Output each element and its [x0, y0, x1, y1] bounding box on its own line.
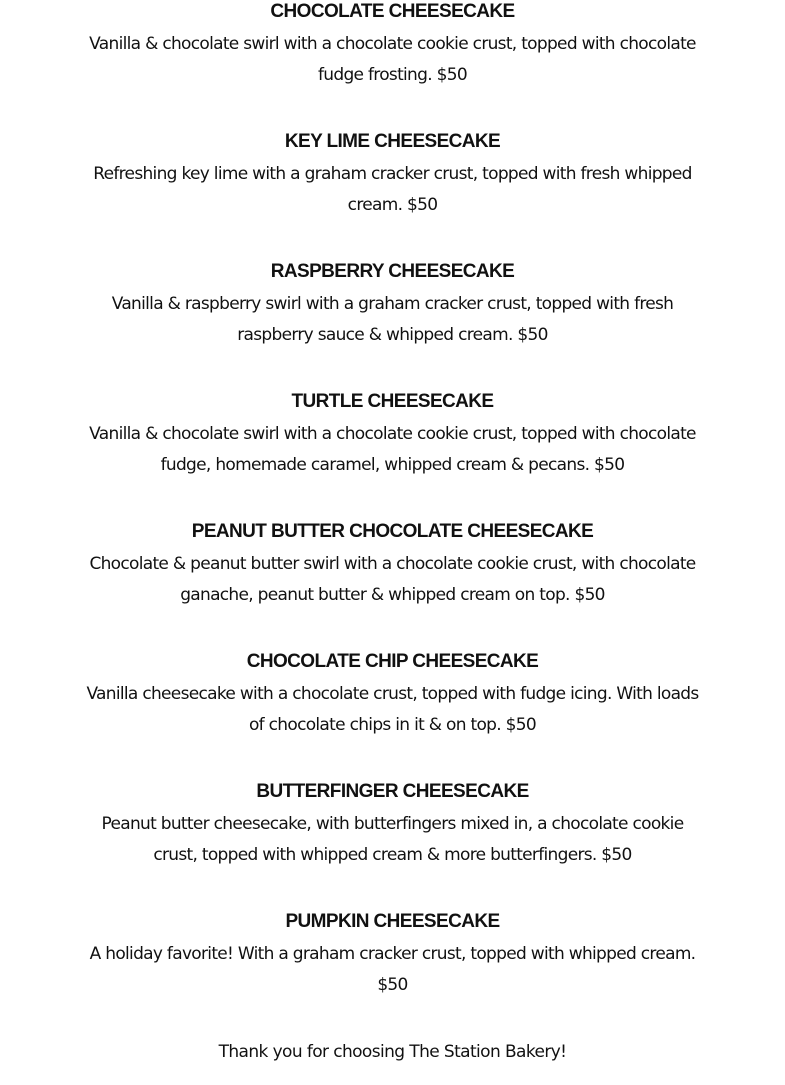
menu-item-description: Vanilla & raspberry swirl with a graham cracker crust, topped with fresh raspberry sauce & whipped cream. $50	[111, 294, 674, 345]
menu-item-title: RASPBERRY CHEESECAKE	[270, 261, 515, 282]
menu-item-chocolate-chip-cheesecake	[0, 649, 785, 741]
menu-item-peanut-butter-chocolate-cheesecake	[0, 519, 785, 611]
menu-item-description: Peanut butter cheesecake, with butterfingers mixed in, a chocolate cookie crust, topped with whipped cream & more butterfingers. $50	[101, 814, 684, 865]
menu-item-description: Vanilla & chocolate swirl with a chocolate cookie crust, topped with chocolate fudge frosting. $50	[89, 34, 696, 85]
menu-item-turtle-cheesecake	[0, 389, 785, 481]
menu-item-description: Vanilla & chocolate swirl with a chocolate cookie crust, topped with chocolate fudge, homemade caramel, whipped cream & pecans. $50	[89, 424, 696, 475]
menu-item-title: CHOCOLATE CHIP CHEESECAKE	[246, 651, 539, 672]
menu-item-title: PUMPKIN CHEESECAKE	[285, 911, 500, 932]
menu-item-key-lime-cheesecake	[0, 129, 785, 221]
menu-item-description: Refreshing key lime with a graham cracker crust, topped with fresh whipped cream. $50	[93, 164, 692, 215]
menu-item-title: CHOCOLATE CHEESECAKE	[270, 1, 515, 22]
closing-message: Thank you for choosing The Station Bakery!	[218, 1042, 567, 1062]
menu-item-title: TURTLE CHEESECAKE	[291, 391, 494, 412]
menu-item-description: Chocolate & peanut butter swirl with a chocolate cookie crust, with chocolate ganache, peanut butter & whipped cream on top. $50	[89, 554, 696, 605]
menu-item-title: PEANUT BUTTER CHOCOLATE CHEESECAKE	[191, 521, 594, 542]
menu-item-butterfinger-cheesecake	[0, 779, 785, 871]
menu-item-title: BUTTERFINGER CHEESECAKE	[256, 781, 529, 802]
menu-item-description: A holiday favorite! With a graham cracker crust, topped with whipped cream. $50	[89, 944, 696, 995]
menu-item-title: KEY LIME CHEESECAKE	[284, 131, 501, 152]
menu-item-raspberry-cheesecake	[0, 259, 785, 351]
menu-item-description: Vanilla cheesecake with a chocolate crust, topped with fudge icing. With loads of chocolate chips in it & on top. $50	[86, 684, 699, 735]
menu-item-pumpkin-cheesecake	[0, 909, 785, 1001]
menu-item-chocolate-cheesecake	[0, 0, 785, 91]
